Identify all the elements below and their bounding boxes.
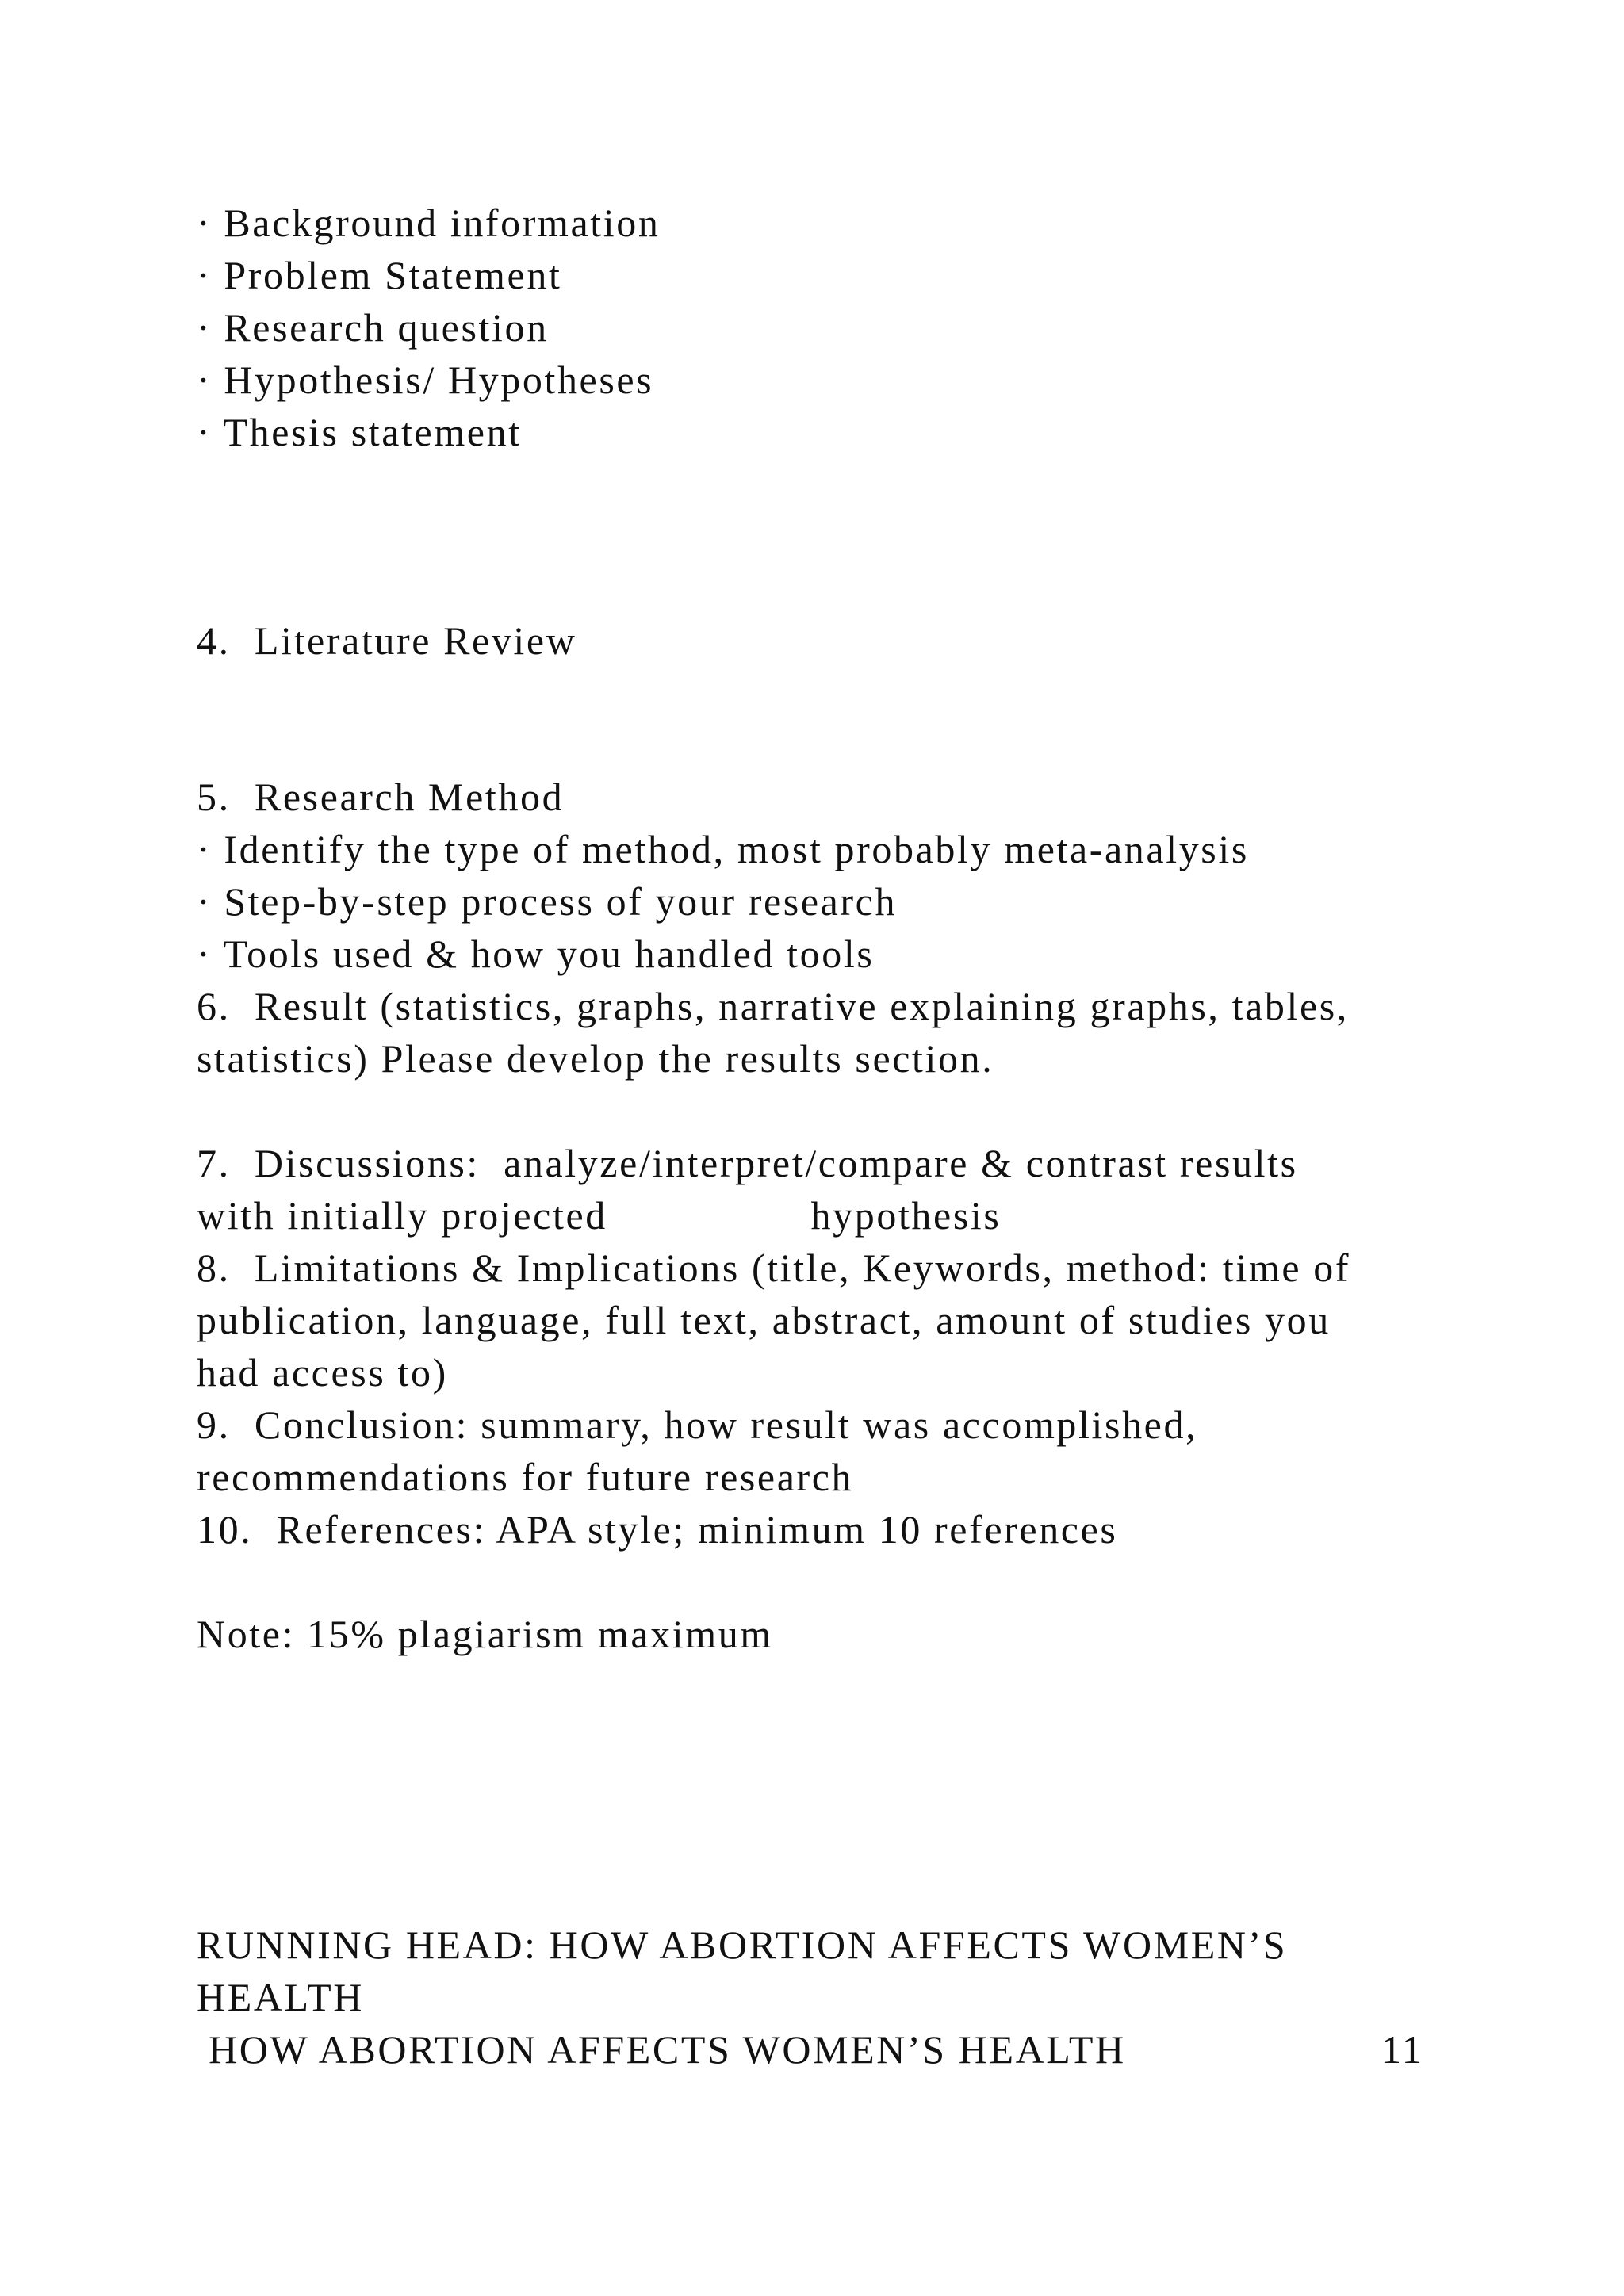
plagiarism-note: Note: 15% plagiarism maximum bbox=[197, 1612, 773, 1656]
page-header-title: HOW ABORTION AFFECTS WOMEN’S HEALTH bbox=[197, 2027, 1126, 2072]
section-limitations-line-2: publication, language, full text, abstract, amount of studies you bbox=[197, 1298, 1331, 1342]
section-result-line-2: statistics) Please develop the results section. bbox=[197, 1036, 994, 1081]
section-discussions-line-1: 7. Discussions: analyze/interpret/compare & contrast results bbox=[197, 1141, 1298, 1185]
bullet-tools-used: · Tools used & how you handled tools bbox=[197, 932, 875, 976]
section-research-method: 5. Research Method bbox=[197, 775, 565, 819]
section-conclusion-line-2: recommendations for future research bbox=[197, 1455, 854, 1499]
running-head-line-2: HEALTH bbox=[197, 1975, 364, 2019]
bullet-problem-statement: · Problem Statement bbox=[197, 253, 562, 297]
bullet-hypotheses: · Hypothesis/ Hypotheses bbox=[197, 358, 654, 402]
section-literature-review: 4. Literature Review bbox=[197, 618, 577, 663]
section-result-line-1: 6. Result (statistics, graphs, narrative explaining graphs, tables, bbox=[197, 984, 1349, 1028]
section-references: 10. References: APA style; minimum 10 references bbox=[197, 1507, 1118, 1552]
bullet-research-question: · Research question bbox=[197, 305, 549, 350]
section-limitations-line-3: had access to) bbox=[197, 1350, 448, 1395]
section-limitations-line-1: 8. Limitations & Implications (title, Keywords, method: time of bbox=[197, 1246, 1351, 1290]
running-head-line-1: RUNNING HEAD: HOW ABORTION AFFECTS WOMEN’S bbox=[197, 1923, 1288, 1967]
bullet-background-information: · Background information bbox=[197, 201, 661, 245]
bullet-method-type: · Identify the type of method, most probably meta-analysis bbox=[197, 827, 1249, 871]
bullet-thesis-statement: · Thesis statement bbox=[197, 410, 522, 454]
section-discussions-line-2: with initially projected hypothesis bbox=[197, 1193, 1002, 1238]
section-conclusion-line-1: 9. Conclusion: summary, how result was accomplished, bbox=[197, 1402, 1198, 1447]
bullet-step-by-step: · Step-by-step process of your research bbox=[197, 879, 898, 924]
page-number: 11 bbox=[1381, 2027, 1424, 2072]
